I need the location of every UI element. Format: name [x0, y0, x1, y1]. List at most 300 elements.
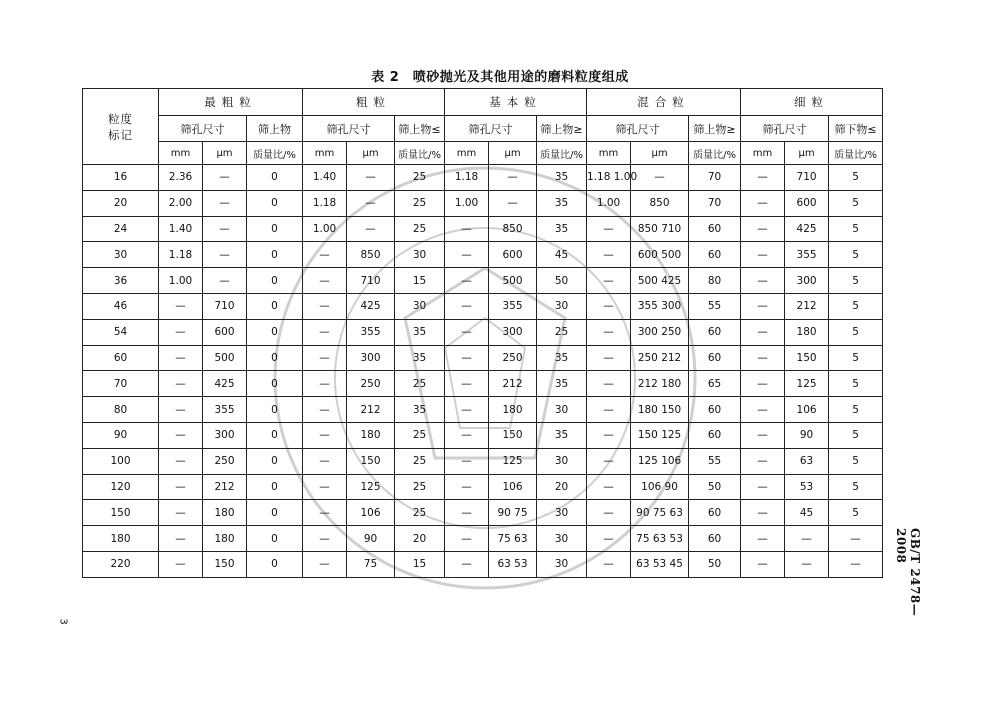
table-row	[83, 397, 883, 423]
table-cell: —	[741, 474, 785, 500]
table-cell: —	[587, 448, 631, 474]
table-cell: —	[741, 371, 785, 397]
on-sieve-min-header: 筛上物≥	[537, 116, 587, 142]
table-cell: 1.40	[303, 165, 347, 191]
unit-um: μm	[785, 142, 829, 165]
table-cell: —	[445, 526, 489, 552]
under-sieve-max-header: 筛下物≤	[829, 116, 883, 142]
table-cell: —	[741, 448, 785, 474]
table-cell: 35	[395, 345, 445, 371]
grit-cell: 30	[83, 242, 159, 268]
table-cell: 212	[785, 293, 829, 319]
table-cell: 250	[489, 345, 537, 371]
table-cell: 355	[203, 397, 247, 423]
table-cell: 35	[537, 371, 587, 397]
unit-mass-ratio: 质量比/%	[247, 142, 303, 165]
table-cell: 30	[537, 526, 587, 552]
table-cell: 0	[247, 216, 303, 242]
table-cell: 0	[247, 500, 303, 526]
table-cell: 30	[537, 448, 587, 474]
table-cell: —	[489, 165, 537, 191]
table-row	[83, 500, 883, 526]
table-cell: —	[445, 319, 489, 345]
grit-cell: 24	[83, 216, 159, 242]
table-cell: 35	[537, 190, 587, 216]
table-cell: 60	[689, 526, 741, 552]
table-cell: —	[741, 293, 785, 319]
table-cell: 300	[489, 319, 537, 345]
table-cell: 125	[347, 474, 395, 500]
grit-cell: 120	[83, 474, 159, 500]
table-cell: —	[303, 371, 347, 397]
table-cell: —	[445, 242, 489, 268]
table-cell: —	[159, 526, 203, 552]
table-cell: 500	[203, 345, 247, 371]
table-row	[83, 422, 883, 448]
unit-mm: mm	[741, 142, 785, 165]
table-cell: —	[445, 474, 489, 500]
table-cell: 90	[347, 526, 395, 552]
table-cell: —	[445, 551, 489, 577]
table-cell: 60	[689, 319, 741, 345]
table-cell: —	[303, 345, 347, 371]
table-cell: 55	[689, 293, 741, 319]
grit-cell: 220	[83, 551, 159, 577]
table-row	[83, 190, 883, 216]
table-cell: 0	[247, 190, 303, 216]
table-cell: —	[587, 319, 631, 345]
table-cell: 1.18 1.00	[587, 165, 631, 191]
unit-mm: mm	[159, 142, 203, 165]
table-cell: —	[347, 190, 395, 216]
table-cell: —	[445, 448, 489, 474]
table-cell: —	[445, 371, 489, 397]
table-cell: 15	[395, 551, 445, 577]
sieve-size-header: 筛孔尺寸	[159, 116, 247, 142]
grit-cell: 90	[83, 422, 159, 448]
table-cell: —	[159, 345, 203, 371]
table-cell: 150 125	[631, 422, 689, 448]
table-cell: —	[785, 526, 829, 552]
table-cell: 0	[247, 268, 303, 294]
table-cell: —	[303, 268, 347, 294]
grit-header-text: 粒度标记	[108, 111, 133, 142]
table-cell: —	[785, 551, 829, 577]
table-row	[83, 242, 883, 268]
grit-cell: 150	[83, 500, 159, 526]
table-cell: 0	[247, 422, 303, 448]
table-cell: 60	[689, 422, 741, 448]
table-cell: 80	[689, 268, 741, 294]
table-cell: —	[741, 526, 785, 552]
table-cell: —	[587, 242, 631, 268]
table-cell: 25	[395, 448, 445, 474]
table-cell: —	[445, 293, 489, 319]
table-cell: 5	[829, 422, 883, 448]
table-cell: —	[303, 422, 347, 448]
table-cell: 15	[395, 268, 445, 294]
table-cell: 0	[247, 345, 303, 371]
table-cell: 500	[489, 268, 537, 294]
grit-cell: 20	[83, 190, 159, 216]
table-cell: —	[159, 397, 203, 423]
grit-composition-table	[82, 88, 883, 578]
table-cell: —	[159, 551, 203, 577]
table-cell: 1.00	[303, 216, 347, 242]
group-header-mixed: 混合粒	[587, 89, 741, 116]
table-cell: 500 425	[631, 268, 689, 294]
table-cell: —	[445, 268, 489, 294]
table-cell: 35	[537, 216, 587, 242]
table-row	[83, 293, 883, 319]
table-cell: 1.00	[587, 190, 631, 216]
table-cell: —	[303, 242, 347, 268]
table-cell: 180 150	[631, 397, 689, 423]
table-cell: —	[159, 422, 203, 448]
unit-mass-ratio: 质量比/%	[829, 142, 883, 165]
table-cell: 90	[785, 422, 829, 448]
table-cell: —	[829, 551, 883, 577]
table-cell: 35	[395, 319, 445, 345]
table-cell: —	[587, 293, 631, 319]
table-cell: 0	[247, 474, 303, 500]
table-cell: 20	[395, 526, 445, 552]
table-cell: 45	[785, 500, 829, 526]
table-cell: —	[741, 242, 785, 268]
group-header-fine: 细粒	[741, 89, 883, 116]
table-cell: 850	[489, 216, 537, 242]
table-cell: 850	[347, 242, 395, 268]
table-cell: 180	[203, 526, 247, 552]
table-cell: 5	[829, 165, 883, 191]
table-cell: 850 710	[631, 216, 689, 242]
table-cell: 125	[489, 448, 537, 474]
table-cell: —	[159, 474, 203, 500]
table-cell: 1.18	[303, 190, 347, 216]
table-cell: 250	[347, 371, 395, 397]
table-cell: 125	[785, 371, 829, 397]
table-cell: 5	[829, 242, 883, 268]
table-cell: 55	[689, 448, 741, 474]
table-cell: 65	[689, 371, 741, 397]
table-cell: —	[159, 319, 203, 345]
table-cell: 0	[247, 165, 303, 191]
table-cell: —	[631, 165, 689, 191]
standard-number: GB/T 2478—2008	[894, 528, 922, 617]
sieve-size-header: 筛孔尺寸	[587, 116, 689, 142]
table-cell: 180	[489, 397, 537, 423]
table-cell: 180	[347, 422, 395, 448]
table-cell: 5	[829, 371, 883, 397]
table-cell: 150	[489, 422, 537, 448]
table-cell: 2.00	[159, 190, 203, 216]
table-cell: 300	[347, 345, 395, 371]
table-cell: —	[445, 216, 489, 242]
table-cell: 0	[247, 242, 303, 268]
table-cell: 212	[347, 397, 395, 423]
table-cell: 0	[247, 319, 303, 345]
table-cell: —	[303, 500, 347, 526]
table-cell: 5	[829, 190, 883, 216]
table-cell: 60	[689, 397, 741, 423]
table-cell: —	[587, 345, 631, 371]
table-cell: 63 53 45	[631, 551, 689, 577]
grit-cell: 36	[83, 268, 159, 294]
table-cell: 1.00	[445, 190, 489, 216]
table-row	[83, 268, 883, 294]
unit-mm: mm	[445, 142, 489, 165]
table-cell: 5	[829, 500, 883, 526]
table-cell: 50	[537, 268, 587, 294]
table-cell: —	[303, 397, 347, 423]
table-cell: 25	[395, 216, 445, 242]
table-cell: 600	[203, 319, 247, 345]
table-row	[83, 319, 883, 345]
table-cell: —	[587, 500, 631, 526]
table-cell: 1.00	[159, 268, 203, 294]
table-title: 表 2 喷砂抛光及其他用途的磨料粒度组成	[371, 70, 629, 85]
grit-cell: 54	[83, 319, 159, 345]
table-cell: 355	[785, 242, 829, 268]
table-cell: —	[741, 500, 785, 526]
table-cell: 25	[395, 371, 445, 397]
table-cell: 212 180	[631, 371, 689, 397]
table-cell: 425	[347, 293, 395, 319]
table-cell: 300	[203, 422, 247, 448]
table-cell: —	[587, 268, 631, 294]
table-cell: 75 63	[489, 526, 537, 552]
table-cell: 30	[537, 293, 587, 319]
grit-cell: 80	[83, 397, 159, 423]
grit-cell: 60	[83, 345, 159, 371]
table-cell: —	[347, 165, 395, 191]
table-cell: 1.18	[445, 165, 489, 191]
on-sieve-min-header: 筛上物≥	[689, 116, 741, 142]
table-cell: 35	[395, 397, 445, 423]
table-cell: 106	[347, 500, 395, 526]
table-cell: —	[829, 526, 883, 552]
table-cell: —	[741, 216, 785, 242]
table-cell: 30	[395, 242, 445, 268]
table-cell: —	[159, 448, 203, 474]
group-header-coarse: 粗粒	[303, 89, 445, 116]
unit-um: μm	[631, 142, 689, 165]
table-cell: 355	[489, 293, 537, 319]
unit-mm: mm	[303, 142, 347, 165]
table-cell: 63	[785, 448, 829, 474]
table-cell: 150	[203, 551, 247, 577]
table-cell: —	[203, 216, 247, 242]
table-cell: 60	[689, 500, 741, 526]
table-cell: 5	[829, 397, 883, 423]
table-cell: —	[159, 371, 203, 397]
table-cell: —	[445, 500, 489, 526]
table-cell: —	[587, 526, 631, 552]
table-cell: 710	[203, 293, 247, 319]
table-cell: 5	[829, 319, 883, 345]
grit-cell: 100	[83, 448, 159, 474]
table-cell: —	[159, 293, 203, 319]
table-cell: 425	[203, 371, 247, 397]
table-cell: 35	[537, 345, 587, 371]
table-cell: 1.40	[159, 216, 203, 242]
table-cell: 850	[631, 190, 689, 216]
table-cell: 355 300	[631, 293, 689, 319]
table-cell: 70	[689, 165, 741, 191]
table-cell: 250 212	[631, 345, 689, 371]
table-cell: —	[741, 551, 785, 577]
sieve-size-header: 筛孔尺寸	[445, 116, 537, 142]
table-cell: 20	[537, 474, 587, 500]
table-cell: —	[303, 474, 347, 500]
table-cell: 5	[829, 448, 883, 474]
grit-cell: 46	[83, 293, 159, 319]
table-cell: 2.36	[159, 165, 203, 191]
grit-cell: 70	[83, 371, 159, 397]
table-cell: —	[445, 397, 489, 423]
on-sieve-header: 筛上物	[247, 116, 303, 142]
table-cell: 5	[829, 293, 883, 319]
table-row	[83, 448, 883, 474]
table-cell: 0	[247, 293, 303, 319]
table-cell: 70	[689, 190, 741, 216]
table-row	[83, 371, 883, 397]
table-cell: 75	[347, 551, 395, 577]
unit-mass-ratio: 质量比/%	[537, 142, 587, 165]
table-row	[83, 474, 883, 500]
table-cell: 300	[785, 268, 829, 294]
table-cell: 30	[537, 500, 587, 526]
table-cell: 60	[689, 345, 741, 371]
table-cell: 106	[785, 397, 829, 423]
table-cell: 35	[537, 422, 587, 448]
table-cell: 60	[689, 242, 741, 268]
table-cell: 63 53	[489, 551, 537, 577]
table-cell: 0	[247, 526, 303, 552]
table-cell: 50	[689, 551, 741, 577]
table-cell: 90 75 63	[631, 500, 689, 526]
unit-um: μm	[489, 142, 537, 165]
table-cell: 0	[247, 371, 303, 397]
table-cell: 5	[829, 216, 883, 242]
table-cell: 600 500	[631, 242, 689, 268]
table-cell: —	[303, 526, 347, 552]
unit-um: μm	[347, 142, 395, 165]
table-cell: 90 75	[489, 500, 537, 526]
table-cell: 30	[395, 293, 445, 319]
table-cell: —	[445, 422, 489, 448]
table-row	[83, 345, 883, 371]
table-cell: 0	[247, 551, 303, 577]
table-cell: 5	[829, 474, 883, 500]
table-cell: 212	[489, 371, 537, 397]
table-cell: 710	[785, 165, 829, 191]
grit-cell: 180	[83, 526, 159, 552]
table-cell: —	[587, 474, 631, 500]
group-header-coarsest: 最粗粒	[159, 89, 303, 116]
table-cell: 0	[247, 448, 303, 474]
table-cell: —	[347, 216, 395, 242]
grit-header	[83, 89, 159, 165]
table-cell: 106	[489, 474, 537, 500]
table-cell: 25	[395, 190, 445, 216]
table-cell: 30	[537, 551, 587, 577]
table-cell: —	[741, 165, 785, 191]
table-cell: —	[587, 216, 631, 242]
table-cell: 50	[689, 474, 741, 500]
table-cell: —	[741, 397, 785, 423]
table-cell: 0	[247, 397, 303, 423]
table-row	[83, 216, 883, 242]
table-cell: 25	[395, 165, 445, 191]
unit-mass-ratio: 质量比/%	[395, 142, 445, 165]
table-cell: —	[741, 268, 785, 294]
table-cell: 600	[785, 190, 829, 216]
table-cell: —	[489, 190, 537, 216]
page-number: 3	[57, 618, 69, 625]
table-cell: 106 90	[631, 474, 689, 500]
table-cell: 425	[785, 216, 829, 242]
group-header-basic: 基本粒	[445, 89, 587, 116]
table-cell: 600	[489, 242, 537, 268]
table-cell: —	[587, 551, 631, 577]
table-cell: —	[203, 268, 247, 294]
table-row	[83, 526, 883, 552]
table-cell: 300 250	[631, 319, 689, 345]
table-cell: —	[741, 190, 785, 216]
table-cell: 53	[785, 474, 829, 500]
table-cell: 75 63 53	[631, 526, 689, 552]
sieve-size-header: 筛孔尺寸	[741, 116, 829, 142]
table-cell: 1.18	[159, 242, 203, 268]
table-cell: 180	[203, 500, 247, 526]
table-cell: 60	[689, 216, 741, 242]
table-cell: 30	[537, 397, 587, 423]
table-cell: —	[587, 422, 631, 448]
table-row	[83, 551, 883, 577]
table-cell: —	[303, 319, 347, 345]
table-cell: —	[741, 319, 785, 345]
table-cell: 25	[395, 474, 445, 500]
table-cell: —	[303, 448, 347, 474]
table-cell: 5	[829, 345, 883, 371]
table-row	[83, 165, 883, 191]
table-cell: —	[741, 345, 785, 371]
table-cell: —	[159, 500, 203, 526]
table-cell: —	[203, 190, 247, 216]
table-cell: 180	[785, 319, 829, 345]
table-cell: 35	[537, 165, 587, 191]
table-cell: 150	[785, 345, 829, 371]
grit-cell: 16	[83, 165, 159, 191]
unit-mm: mm	[587, 142, 631, 165]
unit-mass-ratio: 质量比/%	[689, 142, 741, 165]
table-cell: 355	[347, 319, 395, 345]
table-cell: —	[303, 293, 347, 319]
table-cell: —	[445, 345, 489, 371]
table-cell: 150	[347, 448, 395, 474]
table-cell: 25	[537, 319, 587, 345]
table-cell: 25	[395, 500, 445, 526]
table-cell: —	[587, 397, 631, 423]
table-cell: 250	[203, 448, 247, 474]
table-cell: 25	[395, 422, 445, 448]
table-cell: 45	[537, 242, 587, 268]
table-cell: 125 106	[631, 448, 689, 474]
table-cell: —	[203, 165, 247, 191]
table-cell: 212	[203, 474, 247, 500]
sieve-size-header: 筛孔尺寸	[303, 116, 395, 142]
